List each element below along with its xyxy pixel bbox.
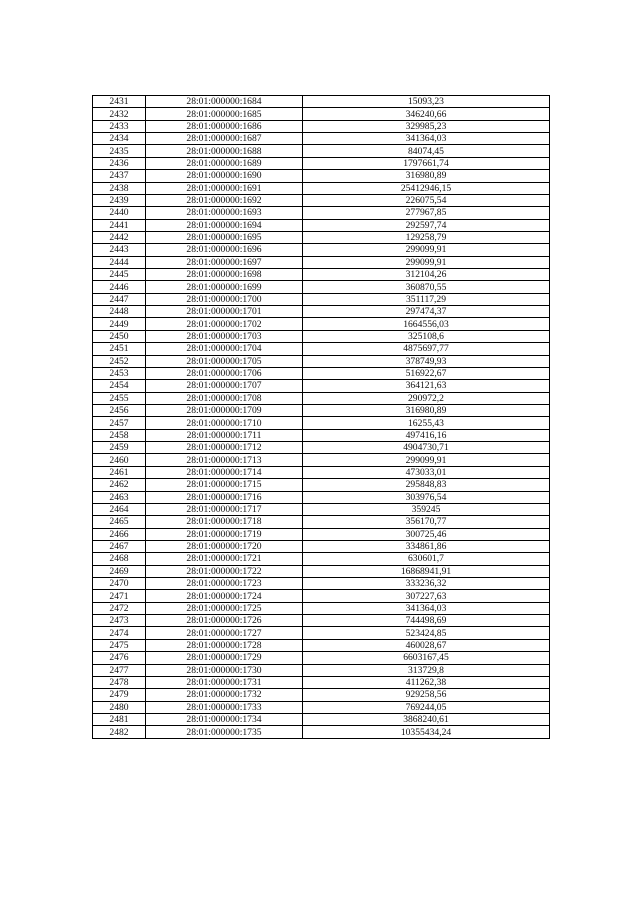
table-row	[93, 726, 550, 738]
cadastral-number: 28:01:000000:1719	[146, 528, 303, 540]
cadastral-number: 28:01:000000:1712	[146, 442, 303, 454]
cadastral-value: 341364,03	[303, 602, 550, 614]
cadastral-value: 359245	[303, 503, 550, 515]
row-number: 2432	[93, 108, 146, 120]
table-row	[93, 108, 550, 120]
row-number: 2478	[93, 676, 146, 688]
table-row	[93, 281, 550, 293]
table-row	[93, 244, 550, 256]
table-row	[93, 293, 550, 305]
cadastral-number: 28:01:000000:1700	[146, 293, 303, 305]
cadastral-value: 313729,8	[303, 664, 550, 676]
cadastral-number: 28:01:000000:1731	[146, 676, 303, 688]
cadastral-value: 334861,86	[303, 540, 550, 552]
cadastral-value: 297474,37	[303, 306, 550, 318]
table-row	[93, 503, 550, 515]
cadastral-value: 299099,91	[303, 256, 550, 268]
cadastral-number: 28:01:000000:1723	[146, 578, 303, 590]
cadastral-value: 356170,77	[303, 516, 550, 528]
table-row	[93, 182, 550, 194]
row-number: 2468	[93, 553, 146, 565]
table-row	[93, 639, 550, 651]
cadastral-number: 28:01:000000:1693	[146, 207, 303, 219]
cadastral-value: 364121,63	[303, 380, 550, 392]
cadastral-value: 15093,23	[303, 96, 550, 108]
cadastral-value: 460028,67	[303, 639, 550, 651]
cadastral-value: 1664556,03	[303, 318, 550, 330]
table-row	[93, 429, 550, 441]
table-row	[93, 219, 550, 231]
cadastral-number: 28:01:000000:1715	[146, 479, 303, 491]
row-number: 2455	[93, 392, 146, 404]
row-number: 2446	[93, 281, 146, 293]
cadastral-value: 303976,54	[303, 491, 550, 503]
table-row	[93, 652, 550, 664]
table-row	[93, 516, 550, 528]
cadastral-number: 28:01:000000:1685	[146, 108, 303, 120]
table-row	[93, 392, 550, 404]
table-row	[93, 404, 550, 416]
cadastral-value: 277967,85	[303, 207, 550, 219]
table-row	[93, 367, 550, 379]
cadastral-number: 28:01:000000:1687	[146, 133, 303, 145]
row-number: 2447	[93, 293, 146, 305]
cadastral-number: 28:01:000000:1735	[146, 726, 303, 738]
row-number: 2477	[93, 664, 146, 676]
cadastral-number: 28:01:000000:1714	[146, 466, 303, 478]
cadastral-number: 28:01:000000:1689	[146, 157, 303, 169]
table-row	[93, 540, 550, 552]
cadastral-value: 378749,93	[303, 355, 550, 367]
row-number: 2435	[93, 145, 146, 157]
cadastral-number: 28:01:000000:1694	[146, 219, 303, 231]
row-number: 2458	[93, 429, 146, 441]
row-number: 2453	[93, 367, 146, 379]
row-number: 2462	[93, 479, 146, 491]
table-row	[93, 306, 550, 318]
cadastral-number: 28:01:000000:1698	[146, 269, 303, 281]
cadastral-number: 28:01:000000:1696	[146, 244, 303, 256]
table-row	[93, 157, 550, 169]
cadastral-value: 744498,69	[303, 615, 550, 627]
table-row	[93, 380, 550, 392]
table-row	[93, 627, 550, 639]
row-number: 2463	[93, 491, 146, 503]
cadastral-value: 473033,01	[303, 466, 550, 478]
cadastral-number: 28:01:000000:1692	[146, 194, 303, 206]
cadastral-value: 6603167,45	[303, 652, 550, 664]
table-row	[93, 590, 550, 602]
cadastral-value: 316980,89	[303, 170, 550, 182]
row-number: 2469	[93, 565, 146, 577]
cadastral-number: 28:01:000000:1691	[146, 182, 303, 194]
table-row	[93, 355, 550, 367]
table-row	[93, 417, 550, 429]
table-row	[93, 565, 550, 577]
table-row	[93, 676, 550, 688]
cadastral-value: 341364,03	[303, 133, 550, 145]
cadastral-number: 28:01:000000:1697	[146, 256, 303, 268]
cadastral-number: 28:01:000000:1721	[146, 553, 303, 565]
cadastral-value: 769244,05	[303, 701, 550, 713]
row-number: 2476	[93, 652, 146, 664]
cadastral-number: 28:01:000000:1729	[146, 652, 303, 664]
cadastral-value: 292597,74	[303, 219, 550, 231]
row-number: 2448	[93, 306, 146, 318]
cadastral-number: 28:01:000000:1722	[146, 565, 303, 577]
row-number: 2473	[93, 615, 146, 627]
cadastral-number: 28:01:000000:1703	[146, 330, 303, 342]
table-row	[93, 145, 550, 157]
cadastral-number: 28:01:000000:1718	[146, 516, 303, 528]
row-number: 2479	[93, 689, 146, 701]
table-row	[93, 615, 550, 627]
cadastral-value: 84074,45	[303, 145, 550, 157]
cadastral-number: 28:01:000000:1733	[146, 701, 303, 713]
table-row	[93, 318, 550, 330]
cadastral-value-table	[92, 95, 550, 739]
row-number: 2436	[93, 157, 146, 169]
row-number: 2465	[93, 516, 146, 528]
row-number: 2442	[93, 231, 146, 243]
cadastral-value: 929258,56	[303, 689, 550, 701]
cadastral-number: 28:01:000000:1717	[146, 503, 303, 515]
table-row	[93, 466, 550, 478]
row-number: 2437	[93, 170, 146, 182]
cadastral-value: 630601,7	[303, 553, 550, 565]
cadastral-value: 523424,85	[303, 627, 550, 639]
cadastral-number: 28:01:000000:1713	[146, 454, 303, 466]
row-number: 2451	[93, 343, 146, 355]
row-number: 2472	[93, 602, 146, 614]
table-row	[93, 578, 550, 590]
cadastral-value: 497416,16	[303, 429, 550, 441]
row-number: 2441	[93, 219, 146, 231]
table-row	[93, 713, 550, 725]
cadastral-number: 28:01:000000:1726	[146, 615, 303, 627]
cadastral-value: 129258,79	[303, 231, 550, 243]
cadastral-number: 28:01:000000:1730	[146, 664, 303, 676]
table-row	[93, 528, 550, 540]
row-number: 2474	[93, 627, 146, 639]
cadastral-value: 290972,2	[303, 392, 550, 404]
table-row	[93, 170, 550, 182]
cadastral-number: 28:01:000000:1706	[146, 367, 303, 379]
cadastral-number: 28:01:000000:1727	[146, 627, 303, 639]
row-number: 2471	[93, 590, 146, 602]
table-row	[93, 491, 550, 503]
row-number: 2440	[93, 207, 146, 219]
table-row	[93, 479, 550, 491]
cadastral-number: 28:01:000000:1724	[146, 590, 303, 602]
cadastral-number: 28:01:000000:1711	[146, 429, 303, 441]
cadastral-value: 299099,91	[303, 244, 550, 256]
cadastral-value: 295848,83	[303, 479, 550, 491]
row-number: 2449	[93, 318, 146, 330]
cadastral-number: 28:01:000000:1708	[146, 392, 303, 404]
cadastral-number: 28:01:000000:1720	[146, 540, 303, 552]
cadastral-number: 28:01:000000:1728	[146, 639, 303, 651]
row-number: 2443	[93, 244, 146, 256]
cadastral-value: 411262,38	[303, 676, 550, 688]
table-row	[93, 256, 550, 268]
table-body	[93, 96, 550, 739]
cadastral-value: 333236,32	[303, 578, 550, 590]
cadastral-number: 28:01:000000:1688	[146, 145, 303, 157]
row-number: 2450	[93, 330, 146, 342]
cadastral-number: 28:01:000000:1732	[146, 689, 303, 701]
row-number: 2464	[93, 503, 146, 515]
row-number: 2481	[93, 713, 146, 725]
cadastral-value: 4875697,77	[303, 343, 550, 355]
table-row	[93, 133, 550, 145]
cadastral-number: 28:01:000000:1686	[146, 120, 303, 132]
cadastral-value: 16868941,91	[303, 565, 550, 577]
table-row	[93, 194, 550, 206]
cadastral-value: 329985,23	[303, 120, 550, 132]
row-number: 2438	[93, 182, 146, 194]
table-row	[93, 454, 550, 466]
row-number: 2452	[93, 355, 146, 367]
cadastral-value: 25412946,15	[303, 182, 550, 194]
cadastral-number: 28:01:000000:1716	[146, 491, 303, 503]
cadastral-value: 351117,29	[303, 293, 550, 305]
cadastral-value: 299099,91	[303, 454, 550, 466]
table-row	[93, 231, 550, 243]
row-number: 2456	[93, 404, 146, 416]
table-row	[93, 207, 550, 219]
table-row	[93, 269, 550, 281]
row-number: 2434	[93, 133, 146, 145]
row-number: 2460	[93, 454, 146, 466]
cadastral-value: 312104,26	[303, 269, 550, 281]
cadastral-value: 516922,67	[303, 367, 550, 379]
row-number: 2457	[93, 417, 146, 429]
cadastral-value: 16255,43	[303, 417, 550, 429]
table-row	[93, 664, 550, 676]
row-number: 2444	[93, 256, 146, 268]
cadastral-number: 28:01:000000:1699	[146, 281, 303, 293]
table-row	[93, 96, 550, 108]
cadastral-value: 1797661,74	[303, 157, 550, 169]
table-row	[93, 602, 550, 614]
table-row	[93, 120, 550, 132]
table-row	[93, 701, 550, 713]
row-number: 2454	[93, 380, 146, 392]
cadastral-number: 28:01:000000:1701	[146, 306, 303, 318]
row-number: 2475	[93, 639, 146, 651]
table-row	[93, 442, 550, 454]
row-number: 2445	[93, 269, 146, 281]
cadastral-number: 28:01:000000:1690	[146, 170, 303, 182]
cadastral-number: 28:01:000000:1702	[146, 318, 303, 330]
table-row	[93, 553, 550, 565]
row-number: 2461	[93, 466, 146, 478]
cadastral-number: 28:01:000000:1695	[146, 231, 303, 243]
cadastral-value: 325108,6	[303, 330, 550, 342]
cadastral-number: 28:01:000000:1707	[146, 380, 303, 392]
cadastral-value: 346240,66	[303, 108, 550, 120]
row-number: 2459	[93, 442, 146, 454]
cadastral-number: 28:01:000000:1734	[146, 713, 303, 725]
row-number: 2439	[93, 194, 146, 206]
row-number: 2482	[93, 726, 146, 738]
cadastral-number: 28:01:000000:1705	[146, 355, 303, 367]
cadastral-value: 300725,46	[303, 528, 550, 540]
row-number: 2466	[93, 528, 146, 540]
cadastral-number: 28:01:000000:1684	[146, 96, 303, 108]
table-row	[93, 330, 550, 342]
table-row	[93, 343, 550, 355]
cadastral-value: 316980,89	[303, 404, 550, 416]
row-number: 2480	[93, 701, 146, 713]
cadastral-number: 28:01:000000:1709	[146, 404, 303, 416]
cadastral-value: 10355434,24	[303, 726, 550, 738]
cadastral-value: 226075,54	[303, 194, 550, 206]
cadastral-value: 4904730,71	[303, 442, 550, 454]
cadastral-value: 360870,55	[303, 281, 550, 293]
row-number: 2431	[93, 96, 146, 108]
cadastral-value: 307227,63	[303, 590, 550, 602]
cadastral-number: 28:01:000000:1710	[146, 417, 303, 429]
table-row	[93, 689, 550, 701]
cadastral-value: 3868240,61	[303, 713, 550, 725]
cadastral-number: 28:01:000000:1704	[146, 343, 303, 355]
row-number: 2467	[93, 540, 146, 552]
cadastral-number: 28:01:000000:1725	[146, 602, 303, 614]
row-number: 2470	[93, 578, 146, 590]
row-number: 2433	[93, 120, 146, 132]
